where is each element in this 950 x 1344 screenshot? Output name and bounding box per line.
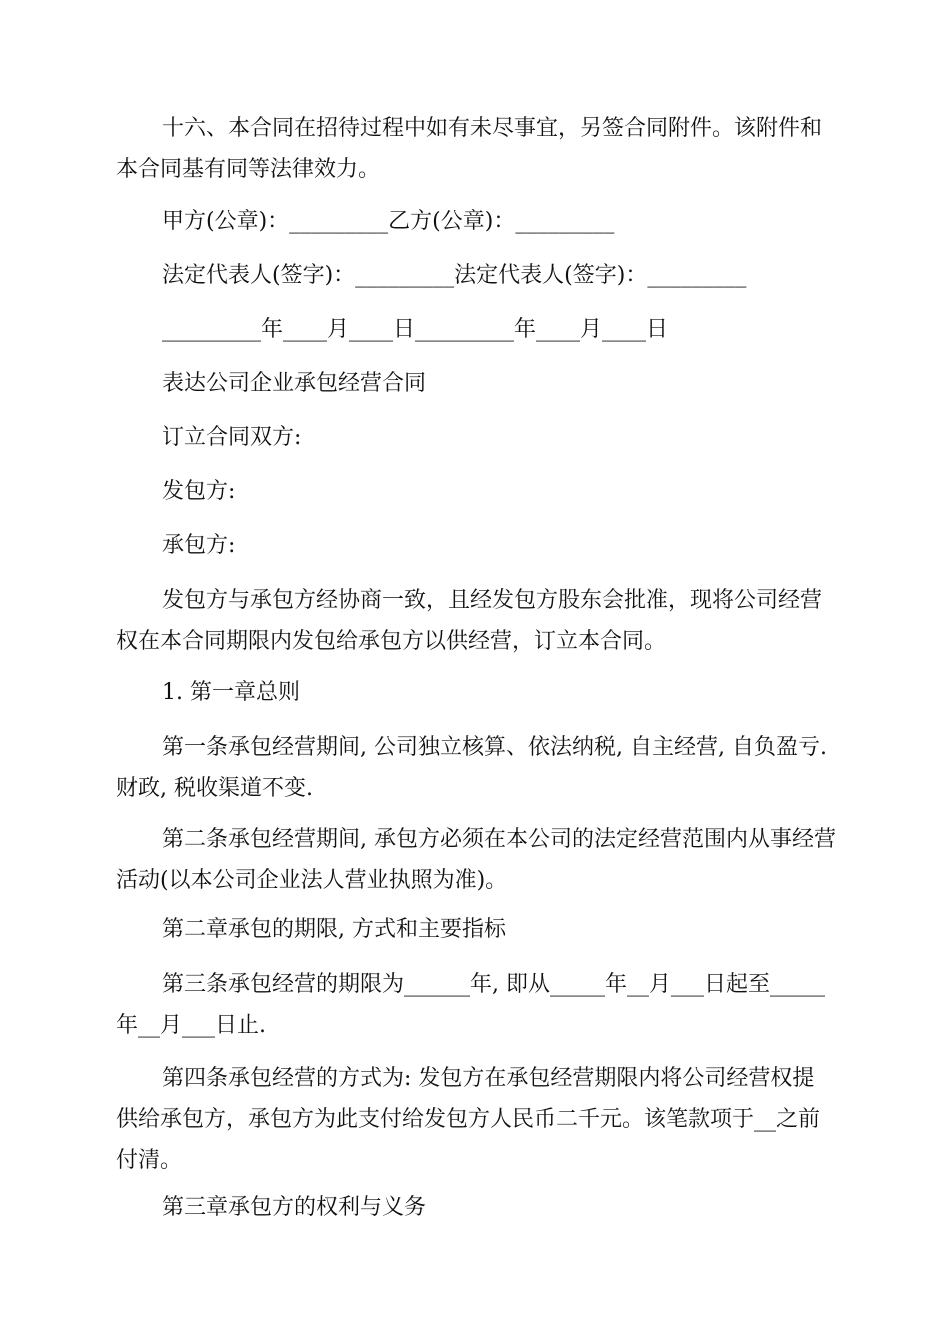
article-2-paragraph: 第二条承包经营期间, 承包方必须在本公司的法定经营范围内从事经营活动(以本公司企业法人营业执照为准)。	[116, 827, 836, 893]
party-seal-line: 甲方(公章)：_________乙方(公章)：_________	[162, 209, 615, 234]
legal-representative-signature-line: 法定代表人(签字)：_________法定代表人(签字)：_________	[162, 263, 747, 288]
article-1-paragraph: 第一条承包经营期间, 公司独立核算、依法纳税, 自主经营, 自负盈亏. 财政, 税收渠道不变.	[116, 735, 827, 801]
agreement-preamble-paragraph: 发包方与承包方经协商一致，且经发包方股东会批准，现将公司经营权在本合同期限内发包给承包方以供经营，订立本合同。	[116, 588, 823, 654]
article-3-paragraph: 第三条承包经营的期限为______年, 即从_____年__月___日起至_____年__月___日止.	[116, 972, 825, 1038]
contractee-label: 承包方:	[162, 533, 236, 558]
chapter-2-heading: 第二章承包的期限, 方式和主要指标	[162, 917, 506, 942]
contract-title: 表达公司企业承包经营合同	[162, 371, 427, 396]
contracting-parties-label: 订立合同双方:	[162, 425, 302, 450]
signing-date-line: _________年____月____日_________年____月____日	[162, 317, 669, 342]
article-4-paragraph: 第四条承包经营的方式为: 发包方在承包经营期限内将公司经营权提供给承包方，承包方为此支付给发包方人民币二千元。该笔款项于__之前付清。	[116, 1066, 821, 1173]
chapter-3-heading: 第三章承包方的权利与义务	[162, 1195, 427, 1220]
contractor-label: 发包方:	[162, 479, 236, 504]
chapter-1-heading: 1. 第一章总则	[162, 680, 300, 705]
clause-16-paragraph: 十六、本合同在招待过程中如有未尽事宜，另签合同附件。该附件和本合同基有同等法律效力。	[116, 116, 823, 182]
